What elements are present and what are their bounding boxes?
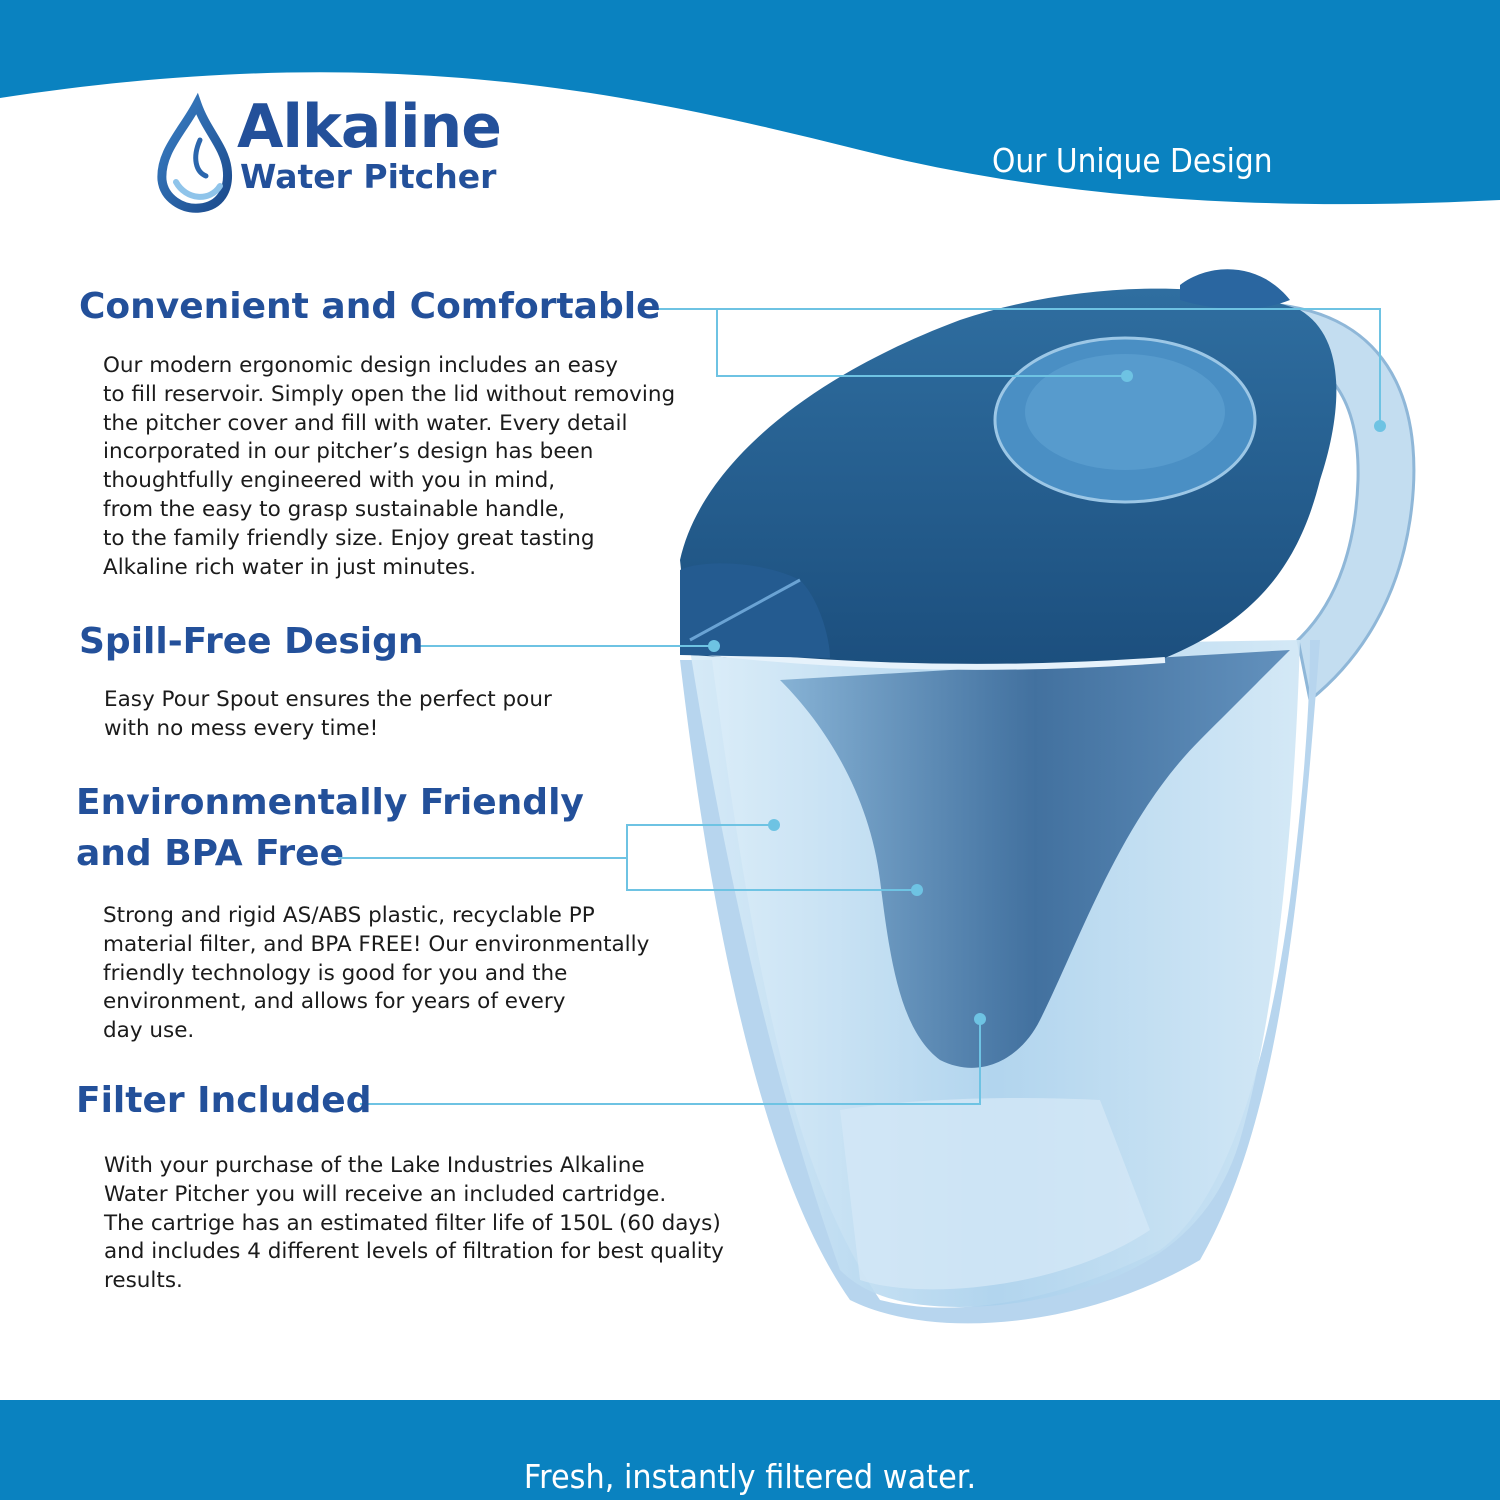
feature-heading-eco-line2: and BPA Free xyxy=(76,833,345,874)
feature-body-convenient: Our modern ergonomic design includes an easy to fill reservoir. Simply open the lid without removing the pitcher cover and fill with water. Every detail incorporated in our pitcher’s design has been thoughtfully engineered with you in mind, from the easy to grasp sustainable handle, to the family friendly size. Enjoy great tasting Alkaline rich water in just minutes. xyxy=(103,353,676,580)
water-drop-icon xyxy=(162,104,228,208)
feature-heading-convenient: Convenient and Comfortable xyxy=(79,286,661,327)
brand-tagline: Our Unique Design xyxy=(992,141,1273,180)
feature-heading-filter: Filter Included xyxy=(76,1080,372,1121)
brand-subtitle: Water Pitcher xyxy=(240,157,497,196)
footer-slogan: Fresh, instantly filtered water. xyxy=(523,1457,977,1496)
pitcher-illustration xyxy=(680,269,1414,1323)
feature-heading-eco-line1: Environmentally Friendly xyxy=(76,782,584,823)
feature-body-eco: Strong and rigid AS/ABS plastic, recyclable PP material filter, and BPA FREE! Our environmentally friendly technology is good for you and the environment, and allows for years of every day use. xyxy=(103,903,650,1044)
brand-title: Alkaline xyxy=(237,92,501,162)
feature-heading-spill-free: Spill-Free Design xyxy=(79,621,424,662)
feature-body-filter: With your purchase of the Lake Industries Alkaline Water Pitcher you will receive an included cartridge. The cartrige has an estimated filter life of 150L (60 days) and includes 4 different levels of filtration for best quality results. xyxy=(104,1153,724,1294)
feature-body-spill-free: Easy Pour Spout ensures the perfect pour with no mess every time! xyxy=(104,687,552,741)
